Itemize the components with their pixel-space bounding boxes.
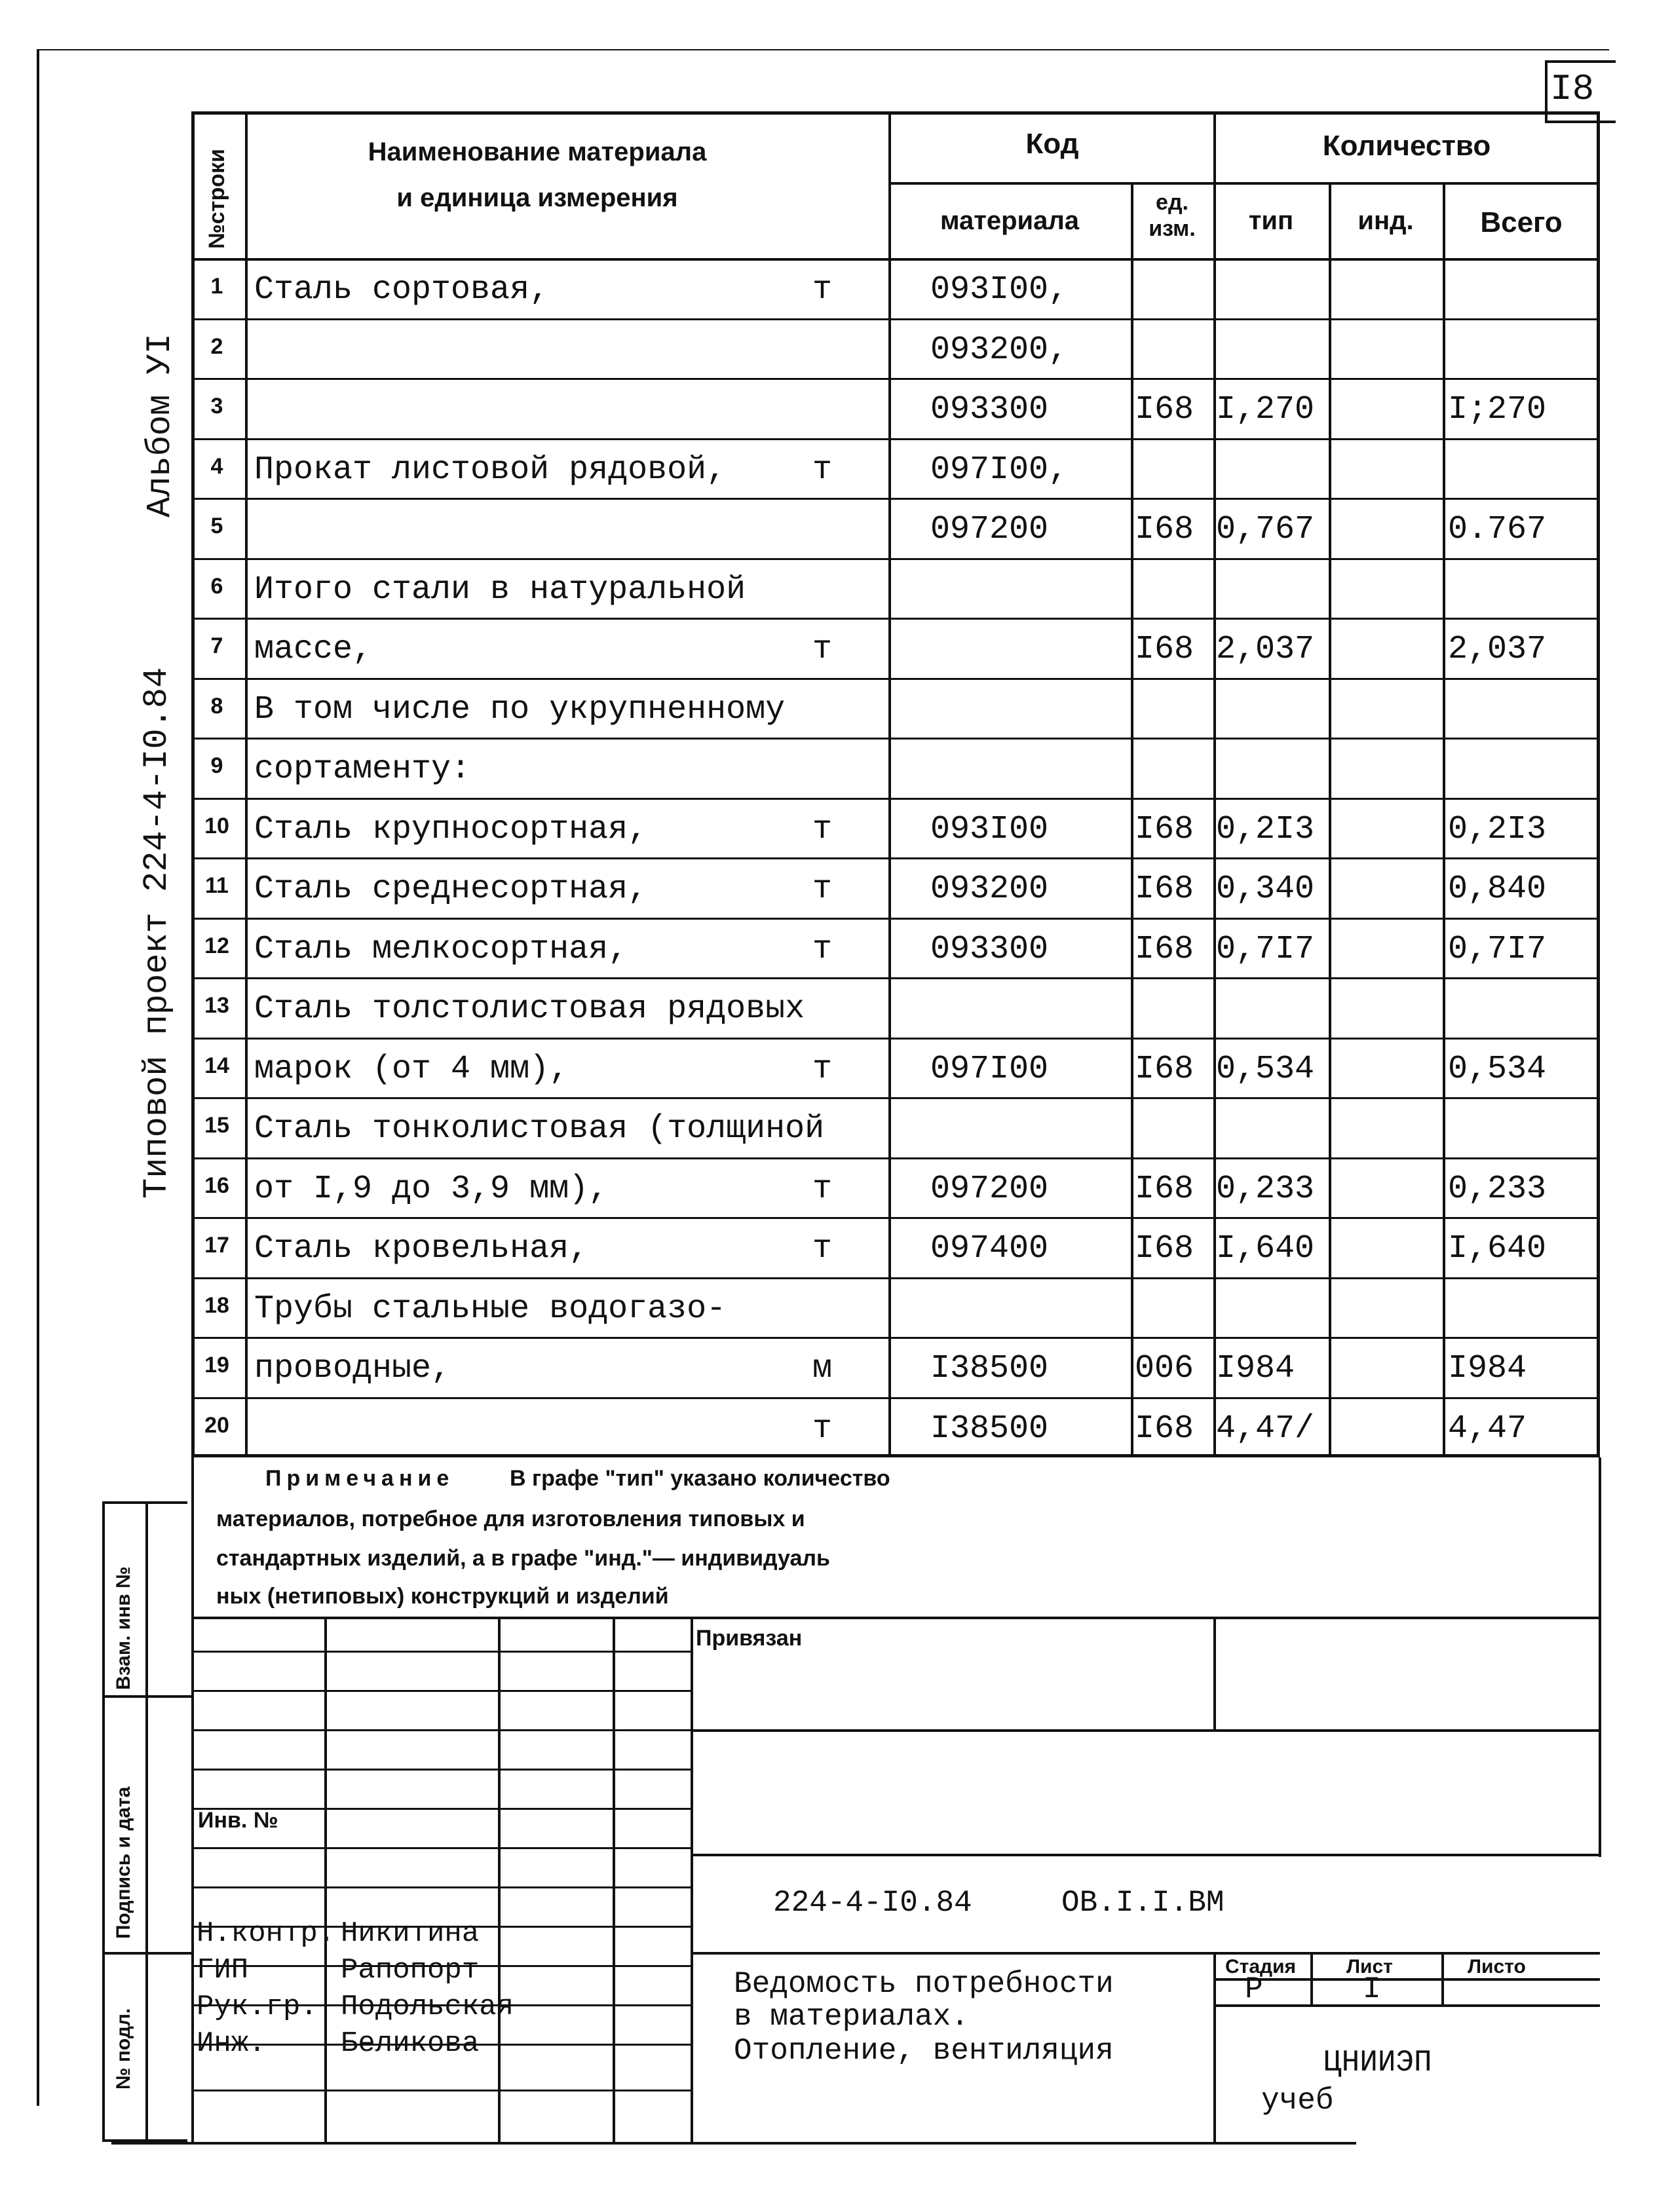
row-name: Трубы стальные водогазо- <box>254 1290 727 1328</box>
row-unit: I68 <box>1135 810 1194 848</box>
row-n: 7 <box>210 633 223 658</box>
row-n: 10 <box>204 813 229 838</box>
tb-line <box>1213 2004 1600 2007</box>
tb-row-line <box>191 2090 691 2091</box>
signer-name: Беликова <box>341 2027 480 2060</box>
row-code: 097400 <box>930 1230 1049 1267</box>
stamp-vzam: Взам. инв № <box>113 1566 134 1690</box>
row-unit: I68 <box>1135 1230 1194 1267</box>
row-line <box>191 498 1600 500</box>
row-unit: I68 <box>1135 631 1194 668</box>
row-u: т <box>812 1050 833 1088</box>
row-n: 8 <box>210 693 223 719</box>
row-name: Сталь крупносортная, <box>254 810 648 848</box>
row-name: Сталь толстолистовая рядовых <box>254 990 805 1028</box>
row-type: 0,233 <box>1216 1170 1315 1208</box>
tb-sheet-label: Лист <box>1346 1956 1393 1978</box>
tb-org-line1: ЦНИИЭП <box>1323 2046 1432 2080</box>
row-name: В том числе по укрупненному <box>254 690 786 728</box>
row-line <box>191 977 1600 979</box>
row-line <box>191 558 1600 560</box>
row-code: 093200, <box>930 331 1069 369</box>
header-type: тип <box>1248 206 1294 235</box>
row-name: Сталь тонколистовая (толщиной <box>254 1110 825 1148</box>
row-u: м <box>812 1350 833 1387</box>
tb-doc: ОВ.I.I.ВМ <box>1061 1886 1225 1920</box>
row-line <box>191 1097 1600 1099</box>
note-line2: материалов, потребное для изготовления типовых и <box>216 1507 805 1531</box>
tb-line <box>1213 1978 1600 1981</box>
tb-title-line2: в материалах. <box>734 2000 969 2034</box>
row-total: 0,7I7 <box>1448 930 1547 968</box>
tb-row-line <box>191 1651 691 1653</box>
row-n: 3 <box>210 394 223 419</box>
row-n: 2 <box>210 333 223 359</box>
row-n: 16 <box>204 1172 229 1198</box>
header-sub-line <box>888 182 1600 185</box>
row-line <box>191 1038 1600 1040</box>
row-total: 2,037 <box>1448 631 1547 668</box>
row-u: т <box>812 1230 833 1267</box>
row-line <box>191 618 1600 620</box>
frame-left-line <box>37 49 39 2106</box>
row-unit: I68 <box>1135 391 1194 428</box>
row-name: Сталь мелкосортная, <box>254 930 628 968</box>
row-name: Сталь кровельная, <box>254 1230 589 1267</box>
tb-line <box>691 1729 1600 1732</box>
header-unit-line2: изм. <box>1149 216 1196 241</box>
row-u: т <box>812 451 833 489</box>
row-unit: I68 <box>1135 1050 1194 1088</box>
tb-row-line <box>191 1769 691 1771</box>
row-n: 6 <box>210 573 223 599</box>
row-line <box>191 798 1600 800</box>
row-name: Прокат листовой рядовой, <box>254 451 727 489</box>
row-unit: I68 <box>1135 1410 1194 1448</box>
row-total: I,640 <box>1448 1230 1547 1267</box>
row-name: сортаменту: <box>254 751 471 788</box>
row-line <box>191 378 1600 380</box>
row-name: от I,9 до 3,9 мм), <box>254 1170 609 1208</box>
row-total: 0,2I3 <box>1448 810 1547 848</box>
tb-col <box>613 1617 615 2142</box>
row-name: марок (от 4 мм), <box>254 1050 569 1088</box>
row-type: 0,534 <box>1216 1050 1315 1088</box>
header-unit-line1: ед. <box>1156 190 1188 215</box>
row-type: 2,037 <box>1216 631 1315 668</box>
row-type: 0,2I3 <box>1216 810 1315 848</box>
row-total: I984 <box>1448 1350 1527 1387</box>
row-u: т <box>812 1410 833 1448</box>
row-n: 13 <box>204 993 229 1018</box>
col-line <box>888 111 891 1457</box>
note-line4: ных (нетиповых) конструкций и изделий <box>216 1584 669 1609</box>
project-label: Типовой проект 224-4-I0.84 <box>138 667 176 1199</box>
row-u: т <box>812 631 833 668</box>
tb-title-line1: Ведомость потребности <box>734 1967 1114 2001</box>
row-type: 4,47/ <box>1216 1410 1315 1448</box>
row-line <box>191 438 1600 440</box>
row-n: 5 <box>210 514 223 538</box>
row-u: т <box>812 1170 833 1208</box>
sheet-number: I8 <box>1550 68 1595 110</box>
signer-name: Подольская <box>341 1991 514 2023</box>
signer-role: ГИП <box>197 1954 249 1987</box>
row-code: 093200 <box>930 871 1049 908</box>
row-type: I984 <box>1216 1350 1295 1387</box>
row-code: I38500 <box>930 1350 1049 1387</box>
row-name: проводные, <box>254 1350 451 1387</box>
row-type: I,640 <box>1216 1230 1315 1267</box>
signer-role: Инж. <box>197 2027 266 2060</box>
note-line1: В графе "тип" указано количество <box>510 1466 890 1491</box>
row-code: 093300 <box>930 391 1049 428</box>
row-n: 17 <box>204 1233 229 1258</box>
row-line <box>191 738 1600 740</box>
row-code: 093I00, <box>930 271 1069 309</box>
col-line <box>1329 183 1331 1457</box>
tb-right <box>1599 1457 1601 1857</box>
stamp-divider <box>102 1952 191 1955</box>
tb-row-line <box>191 1729 691 1731</box>
header-quantity: Количество <box>1322 130 1491 162</box>
row-n: 20 <box>204 1412 229 1438</box>
tb-code: 224-4-I0.84 <box>773 1886 972 1920</box>
row-n: 18 <box>204 1292 229 1318</box>
row-line <box>191 318 1600 320</box>
col-line <box>245 111 248 1457</box>
tb-sheet: I <box>1363 1972 1381 2006</box>
header-material: материала <box>940 206 1080 235</box>
row-line <box>191 918 1600 920</box>
tb-line <box>191 1617 1600 1619</box>
header-name-line2: и единица измерения <box>396 183 678 212</box>
row-name: Итого стали в натуральной <box>254 571 746 609</box>
row-total: I;270 <box>1448 391 1547 428</box>
tb-col <box>498 1617 501 2142</box>
row-line <box>191 1157 1600 1159</box>
tb-line <box>691 1854 1600 1856</box>
row-type: 0,7I7 <box>1216 930 1315 968</box>
tb-main-left <box>191 1457 194 2142</box>
row-line <box>191 857 1600 859</box>
frame-bottom-line <box>111 2142 1356 2145</box>
tb-stage: Р <box>1245 1972 1263 2006</box>
note-title: Примечание <box>265 1466 455 1491</box>
row-n: 4 <box>210 453 223 479</box>
stamp-divider <box>145 1501 148 2142</box>
row-u: т <box>812 871 833 908</box>
tb-row-line <box>191 1886 691 1888</box>
row-unit: 006 <box>1135 1350 1194 1387</box>
tb-col <box>324 1617 327 2142</box>
row-line <box>191 1397 1600 1399</box>
tb-stage-label: Стадия <box>1225 1956 1297 1978</box>
col-line <box>1131 183 1133 1457</box>
row-u: т <box>812 930 833 968</box>
row-unit: I68 <box>1135 511 1194 548</box>
row-code: 097I00 <box>930 1050 1049 1088</box>
row-total: 0,534 <box>1448 1050 1547 1088</box>
tb-line <box>691 1952 1600 1955</box>
frame-top-line <box>37 49 1609 50</box>
note-line3: стандартных изделий, а в графе "инд."— индивидуаль <box>216 1546 830 1571</box>
row-code: 097I00, <box>930 451 1069 489</box>
header-name-line1: Наименование материала <box>368 138 707 166</box>
signer-role: Рук.гр. <box>197 1991 318 2023</box>
row-n: 12 <box>204 933 229 958</box>
tb-org-line2: учеб <box>1261 2084 1334 2118</box>
row-total: 0,233 <box>1448 1170 1547 1208</box>
row-code: 093I00 <box>930 810 1049 848</box>
row-total: 0.767 <box>1448 511 1547 548</box>
row-unit: I68 <box>1135 930 1194 968</box>
row-type: I,270 <box>1216 391 1315 428</box>
row-n: 11 <box>205 873 229 898</box>
row-n: 9 <box>210 753 223 778</box>
header-bottom-line <box>191 258 1600 261</box>
row-total: 4,47 <box>1448 1410 1527 1448</box>
header-total: Всего <box>1480 206 1563 238</box>
row-line <box>191 1337 1600 1339</box>
row-u: т <box>812 271 833 309</box>
row-type: 0,767 <box>1216 511 1315 548</box>
stamp-podpis: Подпись и дата <box>113 1786 134 1939</box>
row-n: 19 <box>204 1353 229 1378</box>
row-n: 1 <box>210 274 223 299</box>
row-code: 097200 <box>930 511 1049 548</box>
row-total: 0,840 <box>1448 871 1547 908</box>
signer-name: Рапопорт <box>341 1954 480 1987</box>
row-line <box>191 1277 1600 1279</box>
row-code: 093300 <box>930 930 1049 968</box>
tb-inv-no: Инв. № <box>198 1808 278 1833</box>
header-code: Код <box>1025 128 1079 160</box>
row-code: 097200 <box>930 1170 1049 1208</box>
album-label: Альбом УI <box>141 333 180 517</box>
tb-col <box>1213 1617 1216 1729</box>
tb-row-line <box>191 1847 691 1849</box>
row-u: т <box>812 810 833 848</box>
stamp-inv-podl: № подл. <box>113 2008 134 2090</box>
row-unit: I68 <box>1135 871 1194 908</box>
header-ind: инд. <box>1358 206 1414 235</box>
header-row-no: №строки <box>204 149 229 249</box>
tb-sheets-label: Листо <box>1468 1956 1526 1978</box>
row-line <box>191 1217 1600 1219</box>
signer-name: Никитина <box>341 1917 480 1950</box>
tb-row-line <box>191 1690 691 1692</box>
row-type: 0,340 <box>1216 871 1315 908</box>
col-line <box>1443 183 1445 1457</box>
row-name: Сталь сортовая, <box>254 271 550 309</box>
tb-title-line3: Отопление, вентиляция <box>734 2034 1114 2068</box>
row-unit: I68 <box>1135 1170 1194 1208</box>
stamp-divider <box>102 1695 191 1698</box>
row-name: Сталь среднесортная, <box>254 871 648 908</box>
row-n: 14 <box>204 1053 229 1078</box>
tb-col <box>691 1617 693 2142</box>
row-n: 15 <box>204 1113 229 1138</box>
row-line <box>191 678 1600 680</box>
row-code: I38500 <box>930 1410 1049 1448</box>
signer-role: Н.контр. <box>197 1917 335 1950</box>
row-name: массе, <box>254 631 373 668</box>
tb-privyazan: Привязан <box>696 1626 803 1651</box>
